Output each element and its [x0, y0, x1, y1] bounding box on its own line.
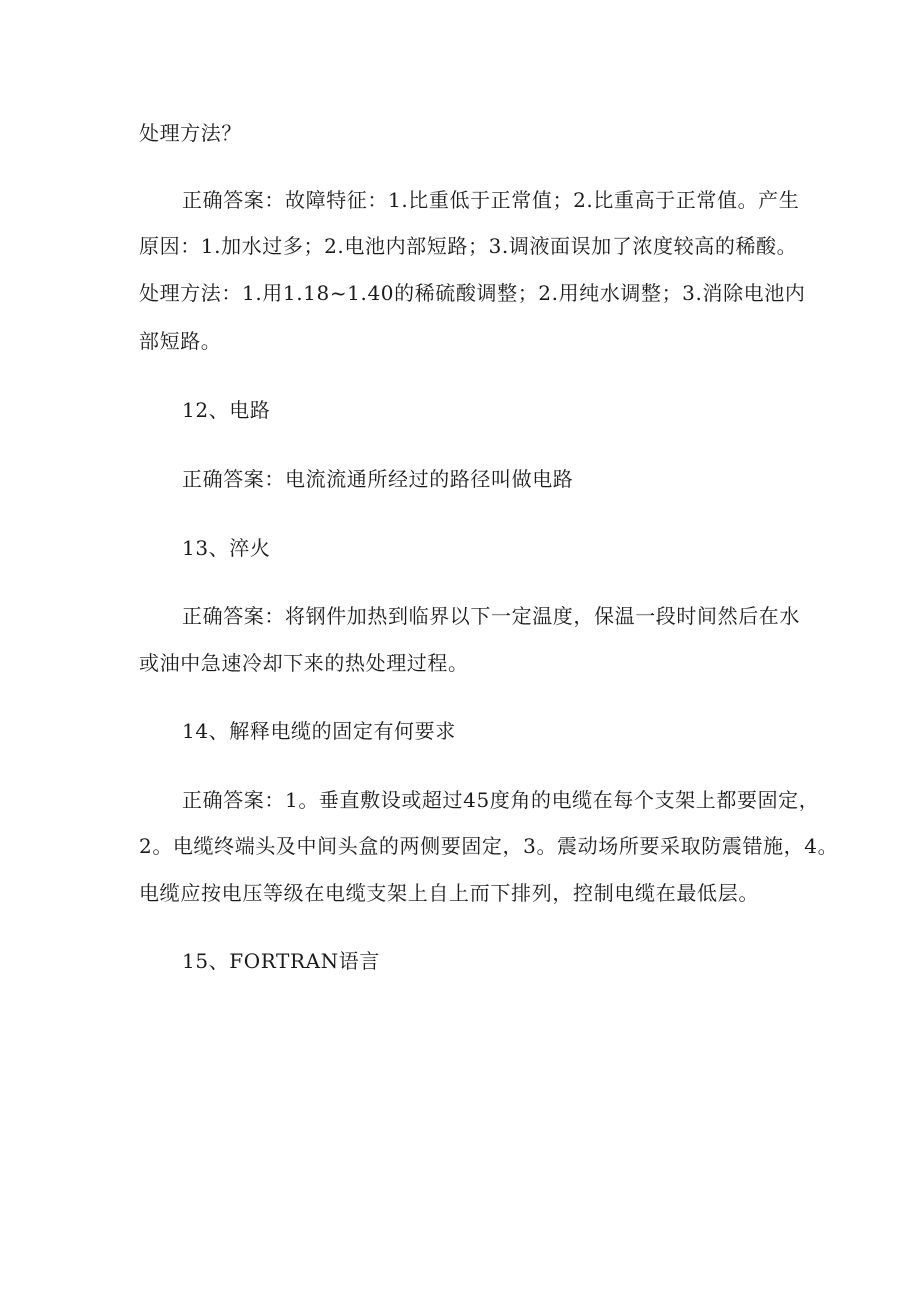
answer-line: 电缆应按电压等级在电缆支架上自上而下排列，控制电缆在最低层。 [139, 881, 759, 905]
question-heading: 14、解释电缆的固定有何要求 [182, 719, 456, 743]
answer-line: 处理方法：1.用1.18~1.40的稀硫酸调整；2.用纯水调整；3.消除电池内 [139, 281, 806, 305]
question-heading: 12、电路 [182, 398, 271, 422]
answer-line: 或油中急速冷却下来的热处理过程。 [139, 651, 469, 675]
answer-line: 正确答案：故障特征：1.比重低于正常值；2.比重高于正常值。产生 [182, 188, 800, 212]
answer-line: 正确答案：电流流通所经过的路径叫做电路 [182, 467, 574, 491]
text-line-continuation: 处理方法？ [139, 121, 242, 145]
answer-line: 正确答案：将钢件加热到临界以下一定温度，保温一段时间然后在水 [182, 604, 800, 628]
question-heading: 13、淬火 [182, 536, 271, 560]
answer-line: 原因：1.加水过多；2.电池内部短路；3.调液面误加了浓度较高的稀酸。 [139, 234, 798, 258]
answer-line: 正确答案：1。垂直敷设或超过45度角的电缆在每个支架上都要固定， [182, 788, 820, 812]
answer-line: 2。电缆终端头及中间头盒的两侧要固定，3。震动场所要采取防震错施，4。 [139, 834, 839, 858]
answer-line: 部短路。 [139, 329, 222, 353]
question-heading: 15、FORTRAN语言 [182, 949, 380, 973]
